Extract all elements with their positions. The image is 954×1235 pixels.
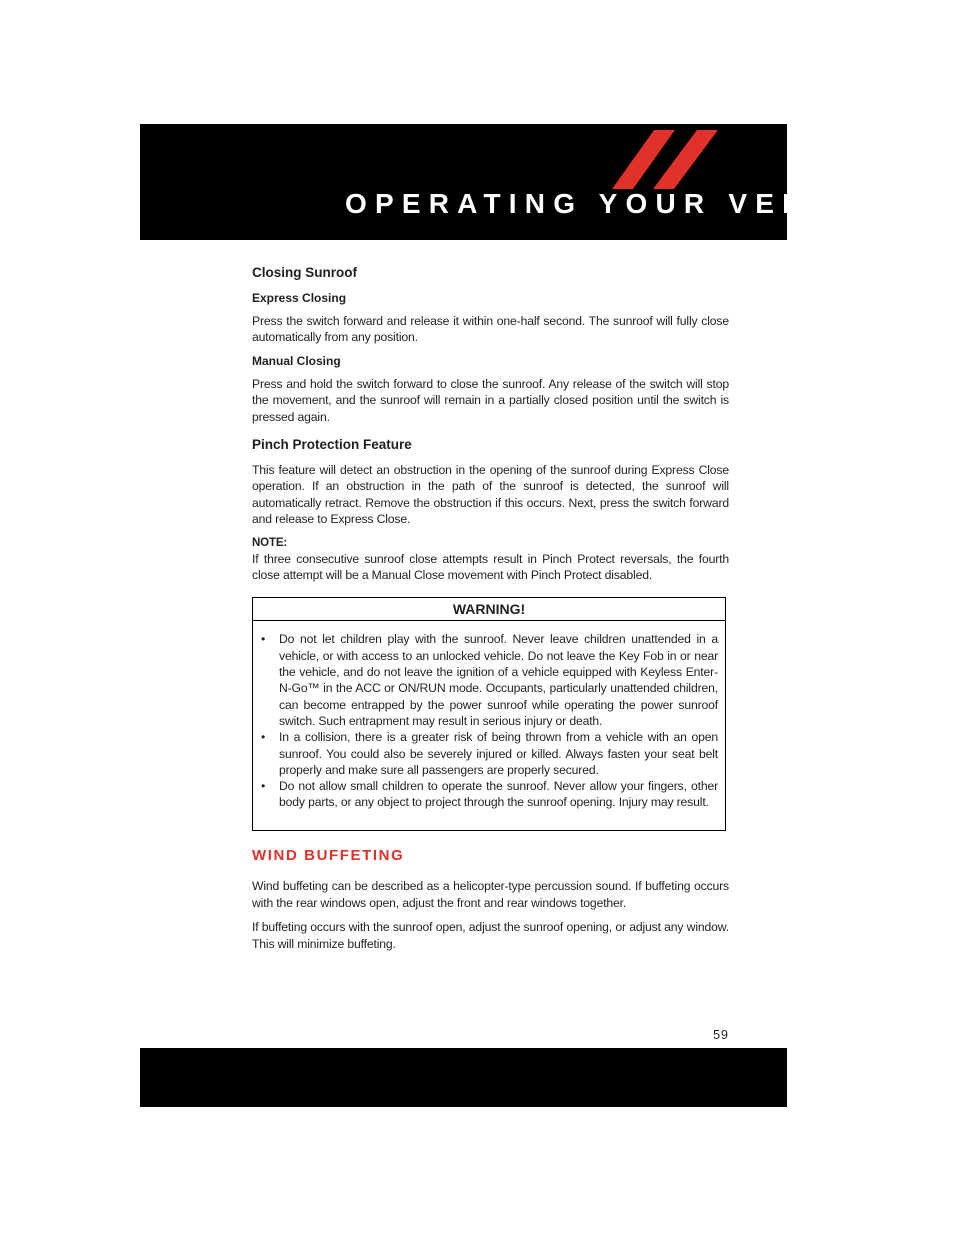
wind-buffeting-paragraph: Wind buffeting can be described as a helicopter-type percussion sound. If buffeting occurs with the rear windows open, adjust the front and rear windows together.	[252, 879, 729, 910]
warning-item	[253, 729, 718, 778]
main-content	[252, 264, 729, 959]
warning-box	[252, 597, 726, 831]
warning-item	[253, 778, 718, 811]
bullet-icon: •	[261, 779, 266, 794]
warning-item-text: Do not let children play with the sunroof. Never leave children unattended in a vehicle, or with access to an unlocked vehicle. Do not leave the Key Fob in or near the vehicle, and do not leave the ignition of a vehicle equipped with Keyless Enter-N-Go™ in the ACC or ON/RUN mode. Occupants, particularly unattended children, can become entrapped by the power sunroof while operating the power sunroof switch. Such entrapment may result in serious injury or death.	[279, 632, 718, 728]
warning-item	[253, 631, 718, 729]
warning-item-text: In a collision, there is a greater risk of being thrown from a vehicle with an open sunroof. You could also be severely injured or killed. Always fasten your seat belt properly and make sure all passengers are properly secured.	[279, 730, 718, 777]
manual-closing-heading: Manual Closing	[252, 353, 341, 368]
page-number: 59	[713, 1028, 729, 1042]
warning-heading: WARNING!	[253, 598, 725, 621]
footer-bar	[140, 1048, 787, 1107]
warning-item-text: Do not allow small children to operate the sunroof. Never allow your fingers, other body parts, or any object to project through the sunroof opening. Injury may result.	[279, 779, 718, 810]
header-bar	[140, 124, 908, 240]
express-closing-text: Press the switch forward and release it within one-half second. The sunroof will fully close automatically from any position.	[252, 314, 729, 345]
pinch-protection-heading: Pinch Protection Feature	[252, 437, 412, 453]
bullet-icon: •	[261, 730, 266, 745]
closing-sunroof-heading: Closing Sunroof	[252, 265, 357, 280]
pinch-protection-text: This feature will detect an obstruction in the opening of the sunroof during Express Close operation. If an obstruction in the path of the sunroof is detected, the sunroof will automatically retract. Remove the obstruction if this occurs. Next, press the switch forward and release to Express Close.	[252, 463, 729, 527]
wind-buffeting-heading: WIND BUFFETING	[252, 847, 405, 865]
express-closing-heading: Express Closing	[252, 291, 347, 305]
brand-stripes-logo	[612, 129, 722, 189]
page-title: OPERATING YOUR VEHICLE	[345, 188, 908, 219]
manual-closing-text: Press and hold the switch forward to close the sunroof. Any release of the switch will stop the movement, and the sunroof will remain in a partially closed position until the switch is pressed again.	[252, 376, 729, 424]
note-text: If three consecutive sunroof close attempts result in Pinch Protect reversals, the fourth close attempt will be a Manual Close movement with Pinch Protect disabled.	[252, 551, 729, 583]
warning-list	[253, 621, 725, 810]
bullet-icon: •	[261, 632, 266, 647]
wind-buffeting-paragraph: If buffeting occurs with the sunroof open, adjust the sunroof opening, or adjust any window. This will minimize buffeting.	[252, 920, 729, 951]
note-label: NOTE:	[252, 536, 288, 549]
